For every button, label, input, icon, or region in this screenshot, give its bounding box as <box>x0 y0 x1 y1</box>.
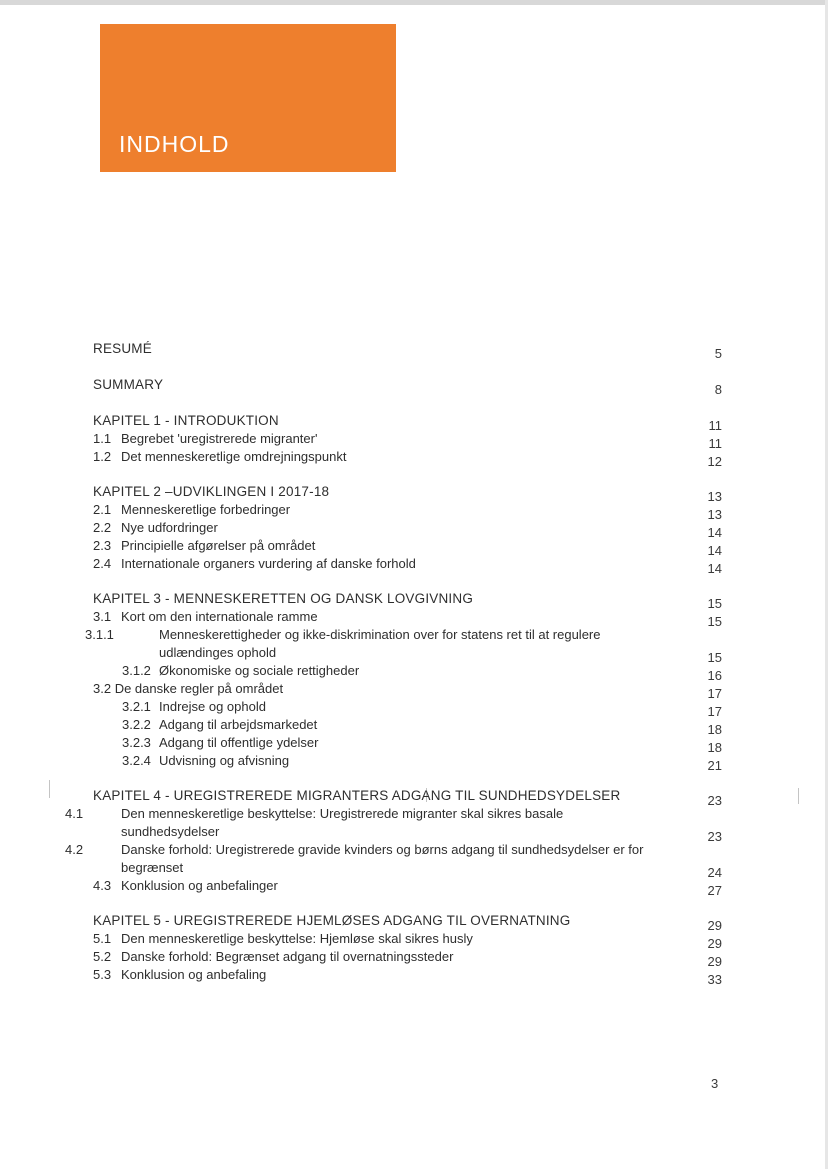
toc-entry-chapter-3[interactable] <box>93 590 725 611</box>
toc-entry-page: 23 <box>707 829 722 844</box>
toc-entry-page: 14 <box>707 525 722 540</box>
toc-entry-3-1[interactable] <box>93 608 725 629</box>
toc-entry-title: Menneskeretlige forbedringer <box>121 502 291 517</box>
toc-entry-number: 1.2 <box>93 449 112 464</box>
toc-entry-page: 24 <box>707 865 722 880</box>
toc-entry-page: 27 <box>707 883 722 898</box>
toc-entry-page: 16 <box>707 668 722 683</box>
scan-mark-right <box>798 788 799 804</box>
toc-entry-title: Økonomiske og sociale rettigheder <box>159 663 360 678</box>
toc-entry-page: 11 <box>708 418 722 433</box>
toc-entry-chapter-2[interactable] <box>93 483 725 504</box>
toc-entry-chapter-4[interactable] <box>93 787 725 808</box>
toc-entry-page: 14 <box>707 561 722 576</box>
toc-entry-title: Det menneskeretlige omdrejningspunkt <box>121 449 347 464</box>
toc-entry-title: Adgang til arbejdsmarkedet <box>159 717 318 732</box>
scan-top-edge <box>0 0 828 5</box>
toc-entry-page: 13 <box>707 489 722 504</box>
toc-entry-title: Menneskerettigheder og ikke-diskrimination over for statens ret til at regulere udlændinges ophold <box>159 627 601 660</box>
toc-entry-number: 3.2.4 <box>122 753 151 768</box>
toc-entry-page: 12 <box>707 454 722 469</box>
toc-entry-number: 2.2 <box>93 520 112 535</box>
toc-entry-title: Principielle afgørelser på området <box>121 538 316 553</box>
toc-entry-title: Adgang til offentlige ydelser <box>159 735 319 750</box>
toc-entry-4-3[interactable] <box>93 877 725 898</box>
toc-entry-chapter-5[interactable] <box>93 912 725 933</box>
title-banner <box>100 24 396 172</box>
toc-entry-3-2[interactable] <box>93 680 725 701</box>
toc-entry-page: 13 <box>707 507 722 522</box>
toc-entry-number: 3.2 <box>93 681 112 696</box>
toc-entry-title: KAPITEL 2 –UDVIKLINGEN I 2017-18 <box>93 484 330 499</box>
toc-entry-number: 3.1.2 <box>122 663 151 678</box>
toc-entry-page: 15 <box>707 650 722 665</box>
toc-entry-page: 15 <box>707 596 722 611</box>
page-number: 3 <box>711 1076 719 1091</box>
toc-entry-title: Konklusion og anbefalinger <box>121 878 278 893</box>
toc-entry-page: 11 <box>708 436 722 451</box>
toc-entry-3-2-1[interactable] <box>93 698 725 719</box>
toc-entry-title: RESUMÉ <box>93 341 152 356</box>
toc-entry-1-1[interactable] <box>93 430 725 451</box>
toc-entry-5-1[interactable] <box>93 930 725 951</box>
scan-mark-left <box>49 780 50 798</box>
toc-entry-number: 2.1 <box>93 502 112 517</box>
toc-entry-title: Konklusion og anbefaling <box>121 967 267 982</box>
toc-entry-3-1-2[interactable] <box>93 662 725 683</box>
toc-entry-number: 5.3 <box>93 967 112 982</box>
toc-entry-number: 1.1 <box>93 431 112 446</box>
toc-entry-summary[interactable] <box>93 376 725 397</box>
toc-entry-page: 5 <box>714 346 722 361</box>
toc-entry-page: 8 <box>714 382 722 397</box>
toc-entry-page: 23 <box>707 793 722 808</box>
toc-entry-page: 29 <box>707 954 722 969</box>
toc-entry-title: Udvisning og afvisning <box>159 753 290 768</box>
toc-entry-4-2[interactable] <box>65 841 725 880</box>
toc-entry-2-2[interactable] <box>93 519 725 540</box>
toc-entry-number: 2.3 <box>93 538 112 553</box>
toc-entry-page: 15 <box>707 614 722 629</box>
toc-entry-3-1-1[interactable] <box>85 626 725 665</box>
toc-entry-number: 4.2 <box>65 842 84 857</box>
toc-entry-title: Nye udfordringer <box>121 520 218 535</box>
toc-entry-5-2[interactable] <box>93 948 725 969</box>
toc-entry-page: 14 <box>707 543 722 558</box>
toc-entry-3-2-3[interactable] <box>93 734 725 755</box>
toc-entry-resume[interactable] <box>93 340 725 361</box>
toc-entry-number: 3.2.1 <box>122 699 151 714</box>
toc-entry-title: SUMMARY <box>93 377 164 392</box>
toc-entry-title: Indrejse og ophold <box>159 699 266 714</box>
toc-entry-page: 29 <box>707 936 722 951</box>
toc-entry-title: KAPITEL 3 - MENNESKERETTEN OG DANSK LOVGIVNING <box>93 591 474 606</box>
toc-entry-number: 4.1 <box>65 806 84 821</box>
toc-entry-page: 21 <box>707 758 722 773</box>
toc-entry-2-3[interactable] <box>93 537 725 558</box>
toc-entry-1-2[interactable] <box>93 448 725 469</box>
toc-entry-number: 5.2 <box>93 949 112 964</box>
toc-entry-page: 17 <box>707 686 722 701</box>
toc-entry-5-3[interactable] <box>93 966 725 987</box>
toc-entry-number: 3.2.3 <box>122 735 151 750</box>
toc-entry-4-1[interactable] <box>65 805 725 844</box>
toc-entry-number: 3.1 <box>93 609 112 624</box>
toc-entry-2-1[interactable] <box>93 501 725 522</box>
toc-entry-title: Danske forhold: Uregistrerede gravide kvinders og børns adgang til sundhedsydelser er for begrænset <box>121 842 644 875</box>
toc-entry-page: 17 <box>707 704 722 719</box>
page-title: INDHOLD <box>119 131 230 157</box>
toc-entry-title: Begrebet 'uregistrerede migranter' <box>121 431 318 446</box>
toc-entry-title: Den menneskeretlige beskyttelse: Uregistrerede migranter skal sikres basale sundhedsydelser <box>121 806 564 839</box>
toc-entry-page: 18 <box>707 740 722 755</box>
toc-entry-number: 5.1 <box>93 931 112 946</box>
toc-entry-title: Den menneskeretlige beskyttelse: Hjemløse skal sikres husly <box>121 931 473 946</box>
toc-entry-title: KAPITEL 1 - INTRODUKTION <box>93 413 279 428</box>
toc-entry-page: 18 <box>707 722 722 737</box>
toc-entry-number: 2.4 <box>93 556 112 571</box>
toc-entry-3-2-4[interactable] <box>93 752 725 773</box>
toc-entry-title: KAPITEL 4 - UREGISTREREDE MIGRANTERS ADGANG TIL SUNDHEDSYDELSER <box>93 788 621 803</box>
toc-entry-title: Danske forhold: Begrænset adgang til overnatningssteder <box>121 949 454 964</box>
toc-entry-number: 4.3 <box>93 878 112 893</box>
table-of-contents <box>65 340 725 987</box>
toc-entry-2-4[interactable] <box>93 555 725 576</box>
toc-entry-chapter-1[interactable] <box>93 412 725 433</box>
toc-entry-title: Kort om den internationale ramme <box>121 609 318 624</box>
toc-entry-number: 3.2.2 <box>122 717 151 732</box>
toc-entry-page: 29 <box>707 918 722 933</box>
toc-entry-page: 33 <box>707 972 722 987</box>
toc-entry-3-2-2[interactable] <box>93 716 725 737</box>
toc-entry-title: Internationale organers vurdering af danske forhold <box>121 556 416 571</box>
toc-entry-number: 3.1.1 <box>85 627 114 642</box>
toc-entry-title: De danske regler på området <box>114 681 284 696</box>
toc-entry-title: KAPITEL 5 - UREGISTREREDE HJEMLØSES ADGANG TIL OVERNATNING <box>93 913 571 928</box>
